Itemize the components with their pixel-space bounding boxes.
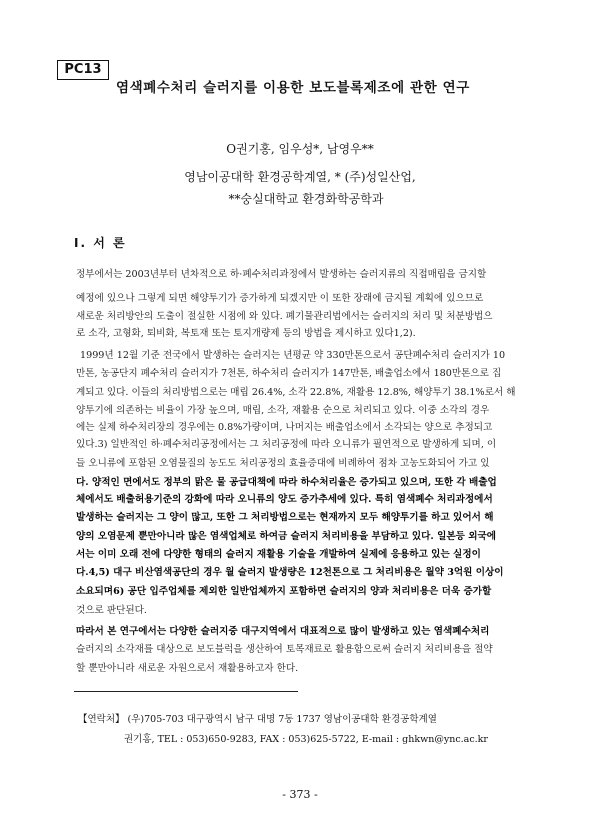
body-line: 양투기에 의존하는 비율이 가장 높으며, 매립, 소각, 재활용 순으로 처리되고 있다. 이중 소각의 경우 [76,405,490,416]
body-line: 에는 실제 하수처리장의 경우에는 0.8%가량이며, 나머지는 배출업소에서 소각되는 양으로 추정되고 [76,422,493,433]
body-line: 만톤, 농공단지 폐수처리 슬러지가 7천톤, 하수처리 슬러지가 147만톤, 배출업소에서 180만톤으로 집 [76,368,502,379]
author-names: O권기홍, 임우성*, 남영우** [226,142,374,156]
body-line: 할 뿐만아니라 새로운 자원으로서 재활용하고자 한다. [76,663,299,674]
body-line: 새로운 처리방안의 도출이 절실한 시점에 와 있다. 폐기물관리법에서는 슬러지의 처리 및 처분방법으 [76,311,493,322]
body-line: 양의 오염문제 뿐만아니라 많은 염색업체로 하여금 슬러지 처리비용을 부담하고 있다. 일본등 외국에 [76,531,497,542]
body-line: 예정에 있으나 그렇게 되면 해양투기가 증가하게 되겠지만 이 또한 장래에 금지될 계획에 있으므로 [76,293,484,304]
body-line: 1999년 12월 기준 전국에서 발생하는 슬러지는 년평균 약 330만톤으로서 공단폐수처리 슬러지가 10 [80,350,506,361]
body-line: 다.4,5) 대구 비산염색공단의 경우 월 슬러지 발생량은 12천톤으로 그 처리비용은 월약 3억원 이상이 [76,567,504,578]
body-line: 들 오니류에 포함된 오염물질의 농도도 처리공정의 효율증대에 비례하여 점차 고농도화되어 가고 있 [76,458,490,469]
section-heading: I. 서 론 [74,236,127,250]
body-line: 체에서도 배출허용기준의 강화에 따라 오니류의 양도 증가추세에 있다. 특히 염색폐수 처리과정에서 [76,494,493,505]
body-line: 것으로 판단된다. [76,605,147,616]
body-line: 소요되며6) 공단 입주업체를 제외한 일반업체까지 포함하면 슬러지의 양과 처리비용은 더욱 증가할 [76,586,492,597]
contact-details: 권기홍, TEL : 053)650-9283, FAX : 053)625-5722, E-mail : ghkwn@ync.ac.kr [124,734,488,745]
author-affiliation-1: 영남이공대학 환경공학계열, * (주)성일산업, [184,170,416,184]
body-line: 로 소각, 고형화, 퇴비화, 복토재 또는 토지개량제 등의 방법을 제시하고 있다1,2). [76,328,416,339]
body-line: 따라서 본 연구에서는 다양한 슬러지중 대구지역에서 대표적으로 많이 발생하고 있는 염색폐수처리 [76,626,490,637]
paper-title: 염색폐수처리 슬러지를 이용한 보도블록제조에 관한 연구 [116,80,470,96]
footnote-divider [74,691,298,692]
body-line: 있다.3) 일반적인 하·폐수처리공정에서는 그 처리공정에 따라 오니류가 필연적으로 발생하게 되며, 이 [76,439,497,450]
page-number: - 373 - [282,788,318,801]
paper-code-badge: PC13 [57,60,109,80]
body-line: 다. 양적인 면에서도 정부의 맑은 물 공급대책에 따라 하수처리율은 증가되고 있으며, 또한 각 배출업 [76,477,497,488]
body-line: 발생하는 슬러지는 그 양이 많고, 또한 그 처리방법으로는 현재까지 모두 해양투기를 하고 있어서 해 [76,512,494,523]
body-line: 슬러지의 소각재를 대상으로 보도블럭을 생산하여 토목재료로 활용함으로써 슬러지 처리비용을 절약 [76,644,493,655]
body-line: 서는 이미 오래 전에 다양한 형태의 슬러지 재활용 기술을 개발하여 실제에 응용하고 있는 실정이 [76,549,481,560]
author-affiliation-2: **숭실대학교 환경화학공학과 [228,192,384,206]
body-line: 계되고 있다. 이들의 처리방법으로는 매립 26.4%, 소각 22.8%, 재활용 12.8%, 해양투기 38.1%로서 해 [76,387,516,398]
body-line: 정부에서는 2003년부터 년차적으로 하·폐수처리과정에서 발생하는 슬러지류의 직접매립을 금지할 [76,269,487,280]
contact-address: 【연락처】 (우)705-703 대구광역시 남구 대명 7동 1737 영남이공대학 환경공학계열 [78,714,437,725]
